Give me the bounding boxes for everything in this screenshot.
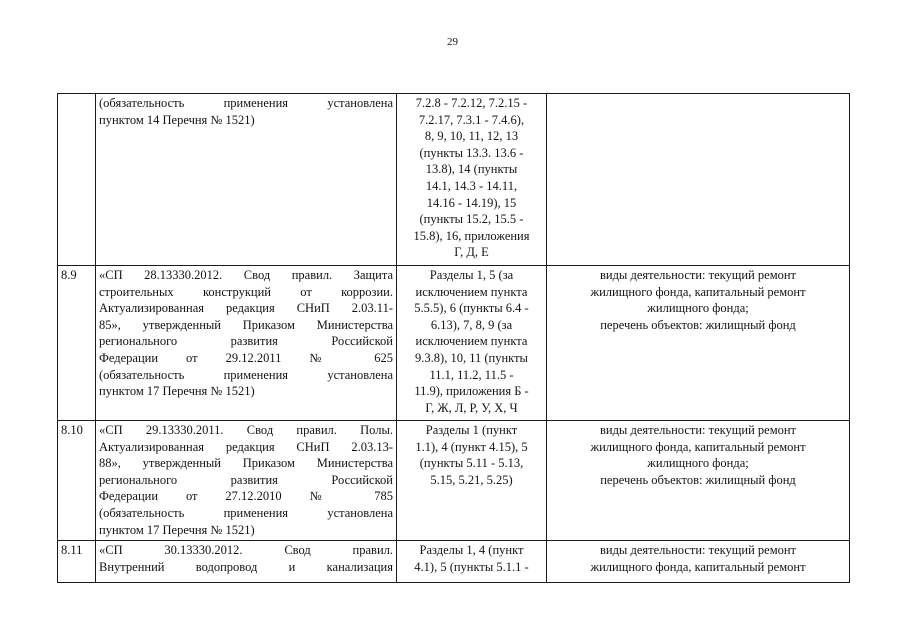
row-number-cell	[58, 94, 96, 266]
table-row	[58, 94, 850, 266]
sections-cell-line: (пункты 13.3. 13.6 -	[419, 145, 524, 160]
sections-cell	[397, 266, 547, 421]
document-cell-line: Федерации от 27.12.2010 № 785	[99, 489, 393, 504]
row-number-cell	[58, 541, 96, 583]
document-cell-line: регионального развития Российской	[99, 334, 393, 349]
sections-cell	[397, 421, 547, 541]
row-number: 8.10	[61, 423, 83, 437]
scope-cell-line: перечень объектов: жилищный фонд	[600, 472, 796, 487]
document-cell-line: Актуализированная редакция СНиП 2.03.11-	[99, 301, 393, 316]
sections-cell-line: (пункты 15.2, 15.5 -	[419, 212, 524, 227]
document-cell	[96, 541, 397, 583]
document-cell	[96, 266, 397, 421]
document-cell-line: «СП 30.13330.2012. Свод правил.	[99, 543, 393, 557]
sections-cell-line: 15.8), 16, приложения	[413, 228, 530, 243]
sections-cell	[397, 541, 547, 583]
document-cell-line: строительных конструкций от коррозии.	[99, 284, 393, 299]
sections-cell-line: 5.5.5), 6 (пункты 6.4 -	[414, 301, 529, 316]
document-cell-line: (обязательность применения установлена	[99, 367, 393, 382]
table-row	[58, 266, 850, 421]
sections-cell-line: 4.1), 5 (пункты 5.1.1 -	[414, 559, 529, 574]
document-cell-line: Внутренний водопровод и канализация	[99, 559, 393, 574]
document-cell-line: «СП 29.13330.2011. Свод правил. Полы.	[99, 423, 393, 437]
scope-cell-line: жилищного фонда;	[647, 301, 749, 316]
document-cell-line: пунктом 17 Перечня № 1521)	[99, 522, 255, 537]
scope-cell-line: жилищного фонда;	[647, 456, 749, 471]
sections-cell-line: исключением пункта	[415, 284, 528, 299]
document-cell-line: Федерации от 29.12.2011 № 625	[99, 350, 393, 365]
sections-cell-line: 6.13), 7, 8, 9 (за	[430, 317, 513, 332]
document-cell-line: (обязательность применения установлена	[99, 96, 393, 110]
document-cell-line: Актуализированная редакция СНиП 2.03.13-	[99, 439, 393, 454]
sections-cell	[397, 94, 547, 266]
document-cell-line: пунктом 14 Перечня № 1521)	[99, 112, 255, 127]
sections-cell-line: Г, Д, Е	[454, 245, 489, 260]
document-cell-line: 88», утвержденный Приказом Министерства	[99, 456, 393, 471]
scope-cell-line: жилищного фонда, капитальный ремонт	[590, 284, 806, 299]
sections-cell-line: Разделы 1, 4 (пункт	[419, 543, 524, 557]
scope-cell	[547, 541, 850, 583]
document-cell-line: 85», утвержденный Приказом Министерства	[99, 317, 393, 332]
row-number: 8.11	[61, 543, 83, 557]
scope-cell-line: виды деятельности: текущий ремонт	[599, 268, 797, 282]
scope-cell-line: виды деятельности: текущий ремонт	[599, 423, 797, 437]
sections-cell-line: 11.1, 11.2, 11.5 -	[429, 367, 514, 382]
scope-cell-line: жилищного фонда, капитальный ремонт	[590, 559, 806, 574]
scope-cell	[547, 421, 850, 541]
sections-cell-line: 13.8), 14 (пункты	[425, 162, 518, 177]
scope-cell	[547, 94, 850, 266]
sections-cell-line: Разделы 1 (пункт	[425, 423, 518, 437]
sections-cell-line: Разделы 1, 5 (за	[429, 268, 514, 282]
sections-cell-line: 14.1, 14.3 - 14.11,	[425, 178, 518, 193]
sections-cell-line: 8, 9, 10, 11, 12, 13	[424, 129, 519, 144]
sections-cell-line: 14.16 - 14.19), 15	[426, 195, 517, 210]
sections-cell-line: Г, Ж, Л, Р, У, Х, Ч	[425, 400, 518, 415]
page-number: 29	[447, 36, 458, 48]
table-row	[58, 541, 850, 583]
scope-cell	[547, 266, 850, 421]
table-body	[58, 94, 850, 583]
row-number-cell	[58, 266, 96, 421]
row-number-cell	[58, 421, 96, 541]
table-row	[58, 421, 850, 541]
sections-cell-line: исключением пункта	[415, 334, 528, 349]
scope-cell-line: виды деятельности: текущий ремонт	[599, 543, 797, 557]
row-number: 8.9	[61, 268, 77, 282]
regulation-table	[57, 93, 850, 583]
document-cell-line: регионального развития Российской	[99, 472, 393, 487]
sections-cell-line: 7.2.8 - 7.2.12, 7.2.15 -	[415, 96, 528, 110]
sections-cell-line: 1.1), 4 (пункт 4.15), 5	[415, 439, 528, 454]
document-cell	[96, 94, 397, 266]
scope-cell-line: перечень объектов: жилищный фонд	[600, 317, 796, 332]
scope-cell-line: жилищного фонда, капитальный ремонт	[590, 439, 806, 454]
sections-cell-line: 9.3.8), 10, 11 (пункты	[415, 350, 528, 365]
document-cell	[96, 421, 397, 541]
sections-cell-line: 7.2.17, 7.3.1 - 7.4.6),	[418, 112, 525, 127]
sections-cell-line: 5.15, 5.21, 5.25)	[430, 472, 513, 487]
document-cell-line: (обязательность применения установлена	[99, 505, 393, 520]
document-cell-line: пунктом 17 Перечня № 1521)	[99, 384, 255, 399]
sections-cell-line: 11.9), приложения Б -	[414, 384, 529, 399]
sections-cell-line: (пункты 5.11 - 5.13,	[419, 456, 524, 471]
document-cell-line: «СП 28.13330.2012. Свод правил. Защита	[99, 268, 393, 282]
